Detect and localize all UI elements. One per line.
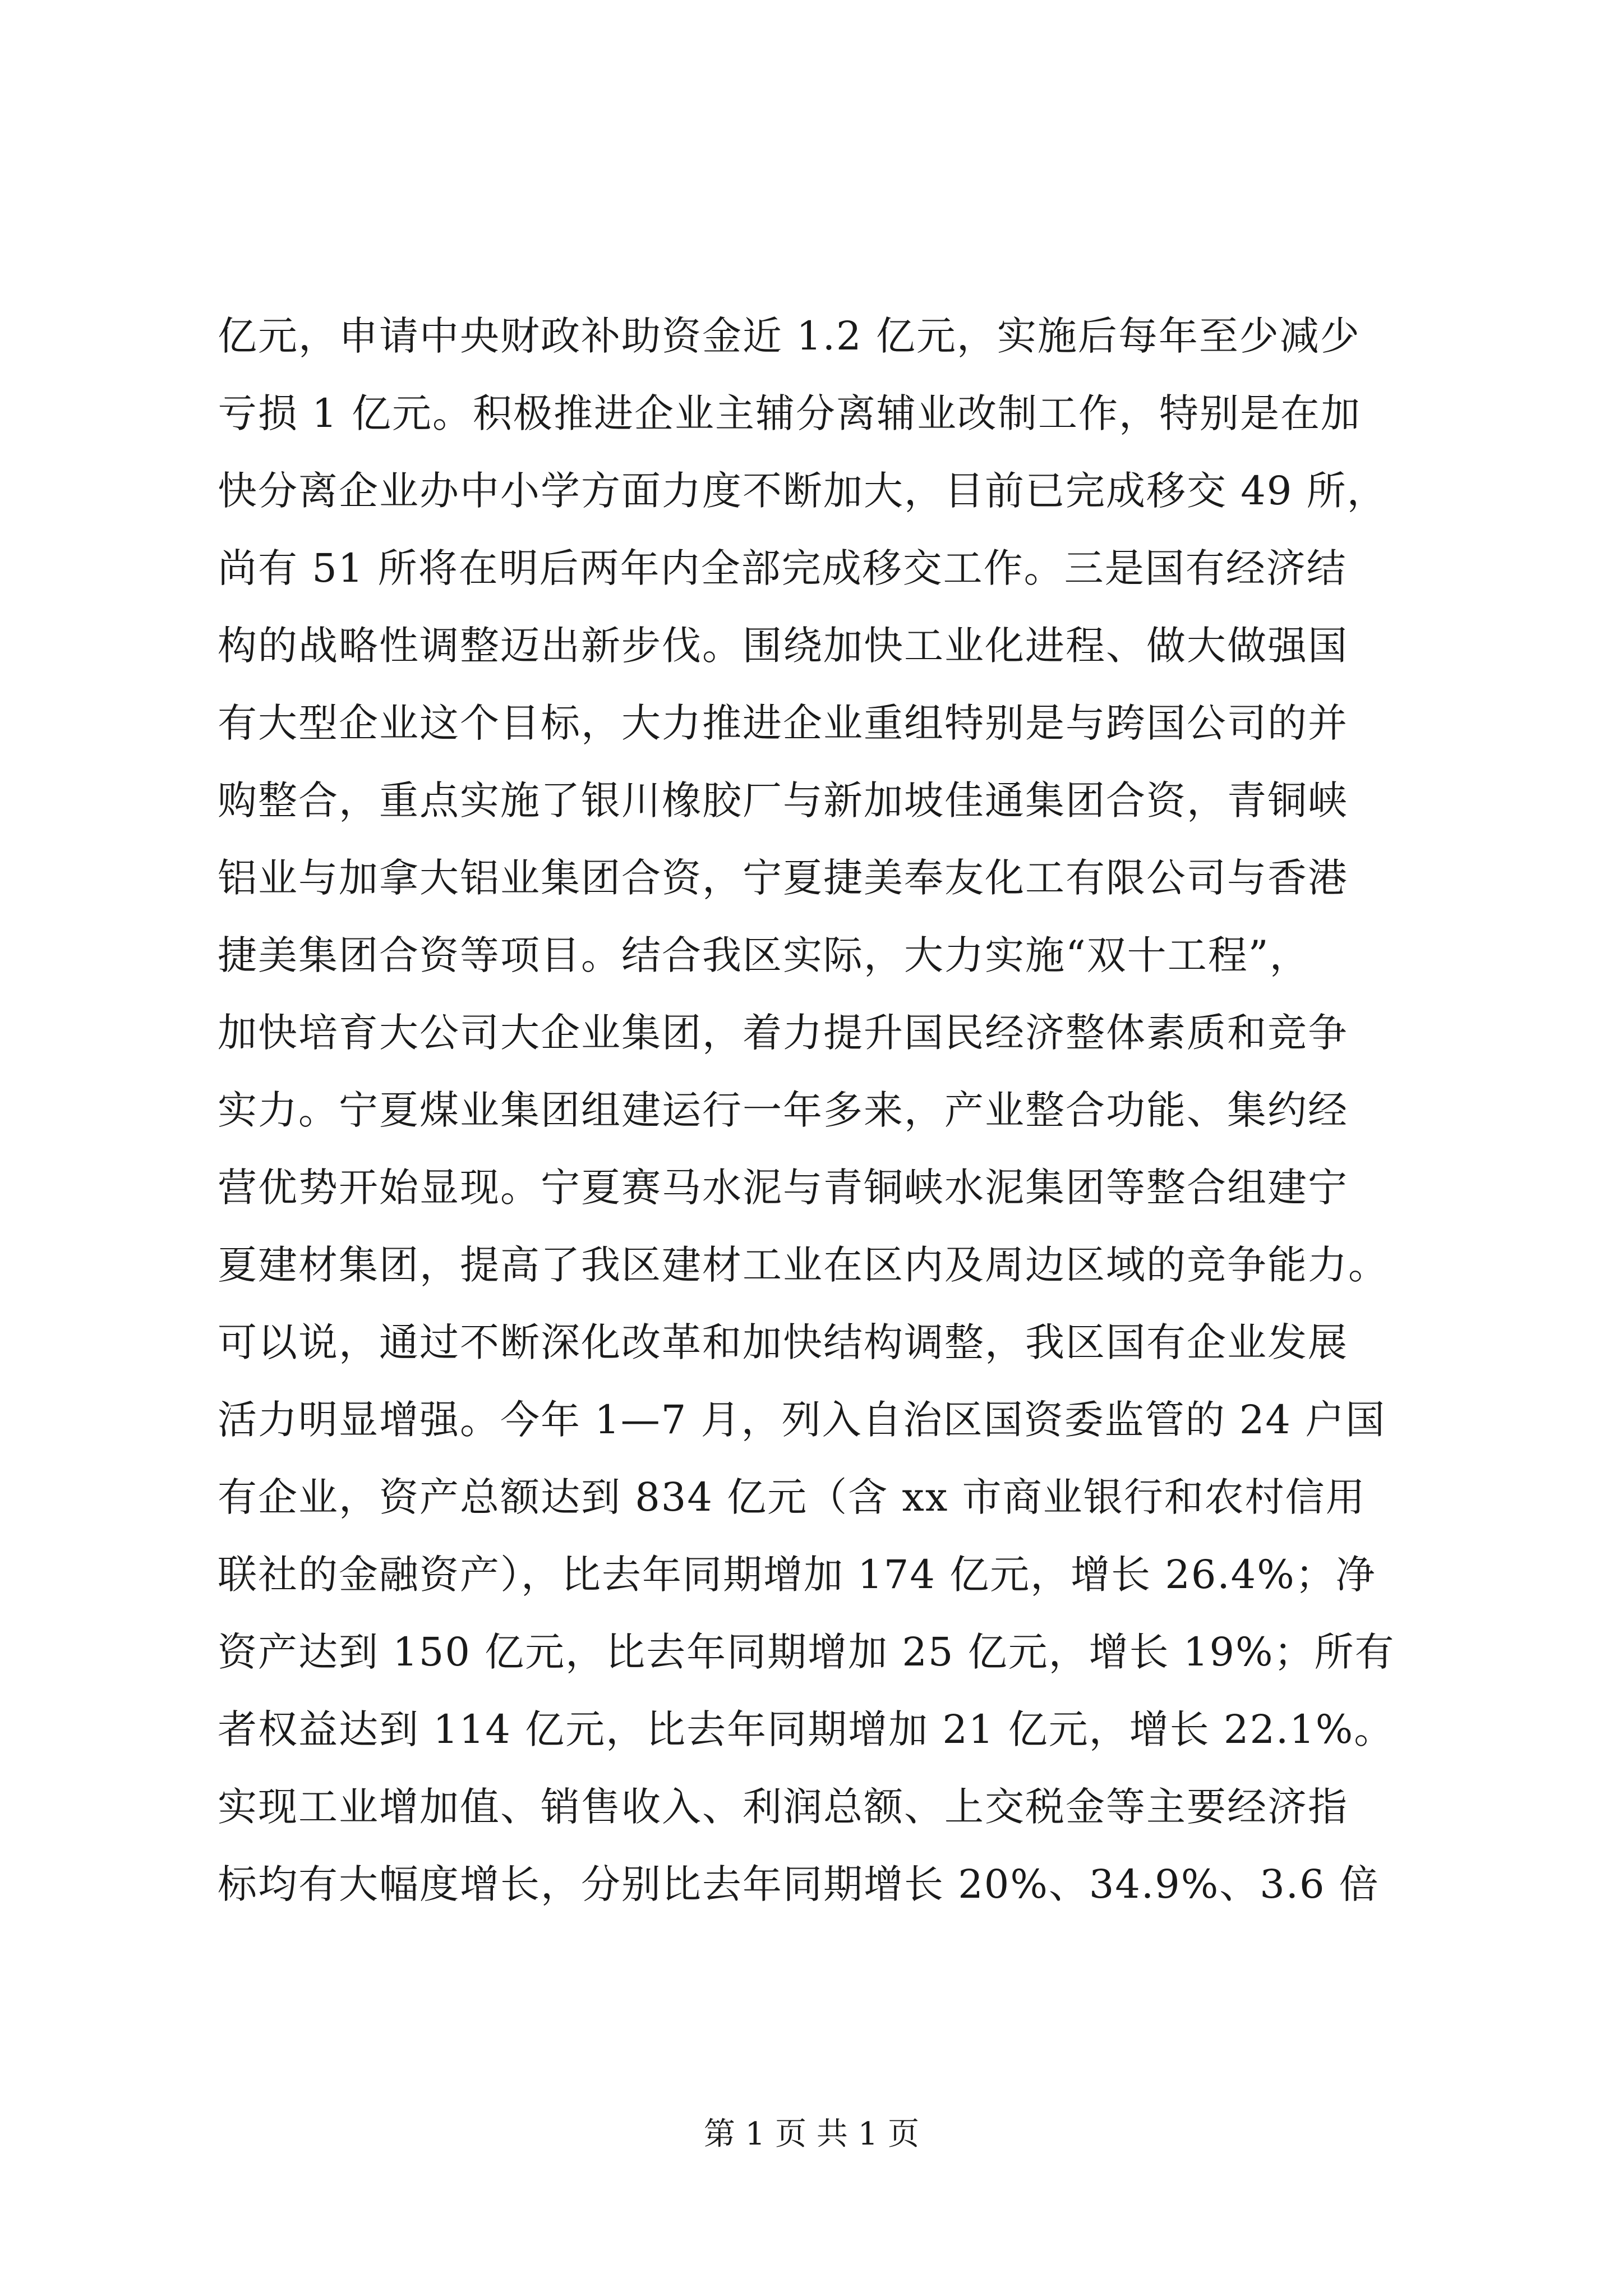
body-paragraph (218, 297, 1423, 1923)
page-number-footer: 第 1 页 共 1 页 (703, 2116, 920, 2152)
text-line-12: 营优势开始显现。宁夏赛马水泥与青铜峡水泥集团等整合组建宁 (218, 1165, 1348, 1211)
text-line-18: 资产达到 150 亿元，比去年同期增加 25 亿元，增长 19%；所有 (218, 1629, 1395, 1675)
text-line-13: 夏建材集团，提高了我区建材工业在区内及周边区域的竞争能力。 (218, 1242, 1389, 1288)
text-line-4: 尚有 51 所将在明后两年内全部完成移交工作。三是国有经济结 (218, 545, 1347, 591)
text-line-5: 构的战略性调整迈出新步伐。围绕加快工业化进程、做大做强国 (218, 623, 1348, 669)
text-line-1: 亿元，申请中央财政补助资金近 1.2 亿元，实施后每年至少减少 (218, 313, 1361, 359)
text-line-17: 联社的金融资产），比去年同期增加 174 亿元，增长 26.4%；净 (218, 1552, 1376, 1598)
text-line-11: 实力。宁夏煤业集团组建运行一年多来，产业整合功能、集约经 (218, 1087, 1348, 1133)
text-line-14: 可以说，通过不断深化改革和加快结构调整，我区国有企业发展 (218, 1319, 1348, 1365)
text-line-8: 铝业与加拿大铝业集团合资，宁夏捷美奉友化工有限公司与香港 (218, 855, 1348, 901)
text-line-20: 实现工业增加值、销售收入、利润总额、上交税金等主要经济指 (218, 1784, 1348, 1830)
text-line-6: 有大型企业这个目标，大力推进企业重组特别是与跨国公司的并 (218, 700, 1348, 746)
text-line-19: 者权益达到 114 亿元，比去年同期增加 21 亿元，增长 22.1%。 (218, 1706, 1395, 1752)
text-line-15: 活力明显增强。今年 1—7 月，列入自治区国资委监管的 24 户国 (218, 1397, 1386, 1443)
text-line-9: 捷美集团合资等项目。结合我区实际，大力实施“双十工程”， (218, 932, 1310, 978)
text-line-7: 购整合，重点实施了银川橡胶厂与新加坡佳通集团合资，青铜峡 (218, 777, 1348, 823)
text-line-3: 快分离企业办中小学方面力度不断加大，目前已完成移交 49 所， (218, 468, 1387, 514)
text-line-16: 有企业，资产总额达到 834 亿元（含 xx 市商业银行和农村信用 (218, 1474, 1366, 1520)
text-line-21: 标均有大幅度增长，分别比去年同期增长 20%、34.9%、3.6 倍 (218, 1861, 1380, 1907)
text-line-10: 加快培育大公司大企业集团，着力提升国民经济整体素质和竞争 (218, 1010, 1348, 1056)
text-line-2: 亏损 1 亿元。积极推进企业主辅分离辅业改制工作，特别是在加 (218, 390, 1362, 436)
